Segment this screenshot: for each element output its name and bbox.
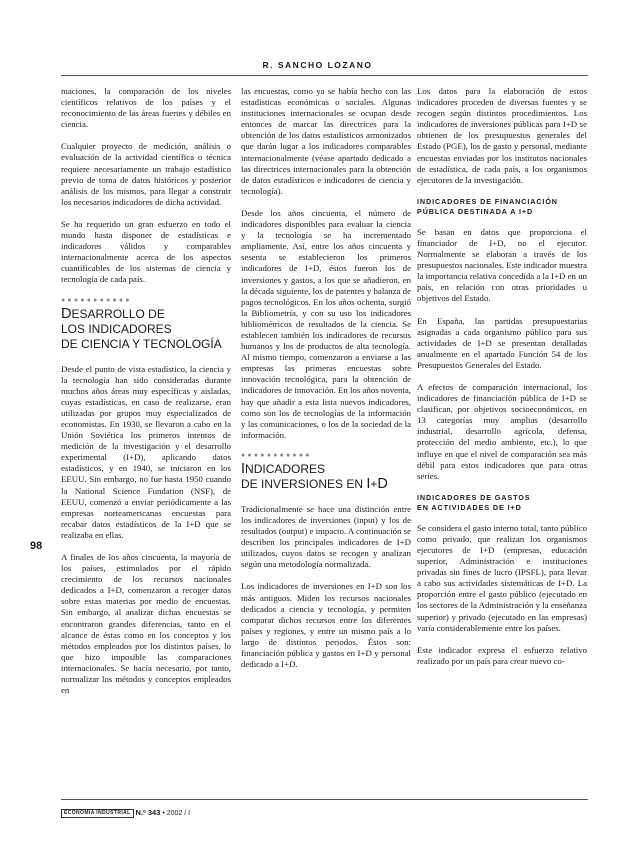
paragraph: las encuestas, como ya se había hecho con las estadísticas económicas o sociales. Algunas instituciones internacionales se ocupan desde entonces de marcar las directrices para la obtención de los datos estadísticos armonizados que darán lugar a los indicadores comparables internacionalmente (véase apartado dedicado a las directrices internacionales para la obtención de datos estadísticos e indicadores de ciencia y tecnología). [241,86,411,196]
header-rule [61,75,588,76]
paragraph: A efectos de comparación internacional, los indicadores de financiación pública de I+D se clasifican, por objetivos socioeconómicos, en 13 categorías muy amplias (desarrollo industrial, desarrollo agrícola, defensa, protección del medio ambiente, etc.), lo que influye en que el nivel de comparación sea más débil para estos indicadores que para otras series. [417,381,587,481]
section-heading-indicadores-inversiones: INDICADORES DE INVERSIONES EN I+D [241,460,388,492]
paragraph: Este indicador expresa el esfuerzo relativo realizado por un país para crear nuevo co- [417,644,587,666]
paragraph: En España, las partidas presupuestarias asignadas a cada organismo público para sus actividades de I+D se presentan detalladas anualmente en el apartado Función 54 de los Presupuestos Generales del Estado. [417,315,587,370]
paragraph: Desde el punto de vista estadístico, la ciencia y la tecnología han sido consideradas durante muchos años áreas muy específicas y aisladas, cuyas estadísticas, en caso de realizarse, eran utilizadas por grupos muy especializados de economistas. En 1930, se llevaron a cabo en la Unión Soviética los primeros intentos de medición de la investigación y el desarrollo experimental (I+D), aplicando datos estadísticos, y en 1940, se iniciaron en los EEUU. Sin embargo, no fue hasta 1950 cuando la National Science Fundation (NSF), de EEUU, comenzó a enviar periódicamente a las empresas norteamericanas encuestas para recabar datos estadísticos de la I+D que se realizaba en ellas. [61,363,231,540]
paragraph: Tradicionalmente se hace una distinción entre los indicadores de inversiones (input) y los de resultados (output) e impacto. A continuación se describen los principales indicadores de I+D utilizados, cuyos datos se recogen y analizan según una metodología normalizada. [241,503,411,570]
subsection-heading-financiacion: INDICADORES DE FINANCIACIÓN PÚBLICA DESTINADA A I+D [417,196,558,216]
column-2 [241,86,411,681]
paragraph: Desde los años cincuenta, el número de indicadores disponibles para evaluar la ciencia y la tecnología se ha incrementado ampliamente. Así, entre los años cincuenta y sesenta se establecieron los primeros indicadores de I+D, éstos fueron los de inversiones y gastos, a los que se añadieron, en la década siguiente, los de patentes y balanza de pagos tecnológicos. En los años ochenta, surgió la Bibliometría, y con su uso los indicadores bibliométricos de resultados de la ciencia. Se establecen también los indicadores de recursos humanos y los de productos de alta tecnología. Al mismo tiempo, comenzaron a enviarse a las empresas las primeras encuestas sobre innovación tecnológica, para la obtención de indicadores de innovación. En los años noventa, hay que añadir a esta lista nuevos indicadores, como son los de tecnologías de la información y las comunicaciones, o los de la sociedad de la información. [241,207,411,440]
journal-name: ECONOMÍA INDUSTRIAL [61,809,134,818]
issue-number: N.º 343 [135,808,161,817]
paragraph: Se basan en datos que proporciona el financiador de I+D, no el ejecutor. Normalmente se elaboran a través de los presupuestos nacionales. Este indicador muestra la importancia relativa concedida a la I+D en un país, en relación con otras prioridades u objetivos del Estado. [417,226,587,304]
section-heading-desarrollo: DESARROLLO DE LOS INDICADORES DE CIENCIA Y TECNOLOGÍA [61,305,222,351]
paragraph: Se considera el gasto interno total, tanto público como privado, que realizan los organismos ejecutores de I+D (empresas, educación superior, Administración e instituciones privadas sin fines de lucro (IPSFL), para llevar a cabo sus actividades sistemáticas de I+D. La proporción entre el gasto público (ejecutado en los sectores de la Administración y la enseñanza superior) y privado (ejecutado en las empresas) varía considerablemente entre los países. [417,522,587,633]
paragraph: A finales de los años cincuenta, la mayoría de los países, estimulados por el rápido crecimiento de los recursos nacionales dedicados a I+D, comenzaron a recoger datos sobre estas materias por medio de encuestas. Sin embargo, al analizar dichas encuestas se encontraron grandes diferencias, tanto en el alcance de éstas como en los conceptos y los métodos empleados por los distintos países, lo que hizo imposible las comparaciones internacionales. Se hacía necesario, por tanto, normalizar los métodos y conceptos empleados en [61,552,231,696]
column-3 [417,86,587,678]
paragraph: Los indicadores de inversiones en I+D son los más antiguos. Miden los recursos nacionales dedicados a ciencia y tecnología, y permiten comparar dichos recursos entre los diferentes países y regiones, y entre un mismo país a lo largo de distintos periodos. Éstos son: financiación pública y gastos en I+D y personal dedicado a I+D. [241,581,411,670]
section-divider-dots: ●●●●●●●●●●● [241,451,312,459]
section-divider-dots: ●●●●●●●●●●● [61,296,132,304]
page-number: 98 [30,540,43,552]
paragraph: Los datos para la elaboración de estos indicadores proceden de diversas fuentes y se recogen según distintos procedimientos. Los indicadores de inversiones públicas para I+D se obtienen de los presupuestos generales del Estado (PGE), los de gasto y personal, mediante encuestas enviadas por los institutos nacionales de estadística, de cada país, a los organismos ejecutores de la investigación. [417,86,587,185]
subsection-heading-gastos: INDICADORES DE GASTOS EN ACTIVIDADES DE I+D [417,492,531,512]
paragraph: Se ha requerido un gran esfuerzo en todo el mundo hasta disponer de estadísticas e indicadores válidos y comparables internacionalmente acerca de los aspectos cuantificables de los sistemas de ciencia y tecnología de cada país. [61,218,231,285]
footer [61,808,190,818]
running-header-author: R. SANCHO LOZANO [262,60,373,70]
column-1 [61,86,231,707]
paragraph: maciones, la comparación de los niveles científicos relativos de los países y el reconocimiento de las áreas fuertes y débiles en ciencia. [61,86,231,130]
footer-rule [61,799,588,800]
issue-year: • 2002 / I [162,810,191,817]
paragraph: Cualquier proyecto de medición, análisis o evaluación de la actividad científica o técnica requiere necesariamente un trabajo estadístico previo de toma de datos históricos y posterior análisis de los mismos, para llegar a construir los necesarios indicadores de dicha actividad. [61,141,231,207]
